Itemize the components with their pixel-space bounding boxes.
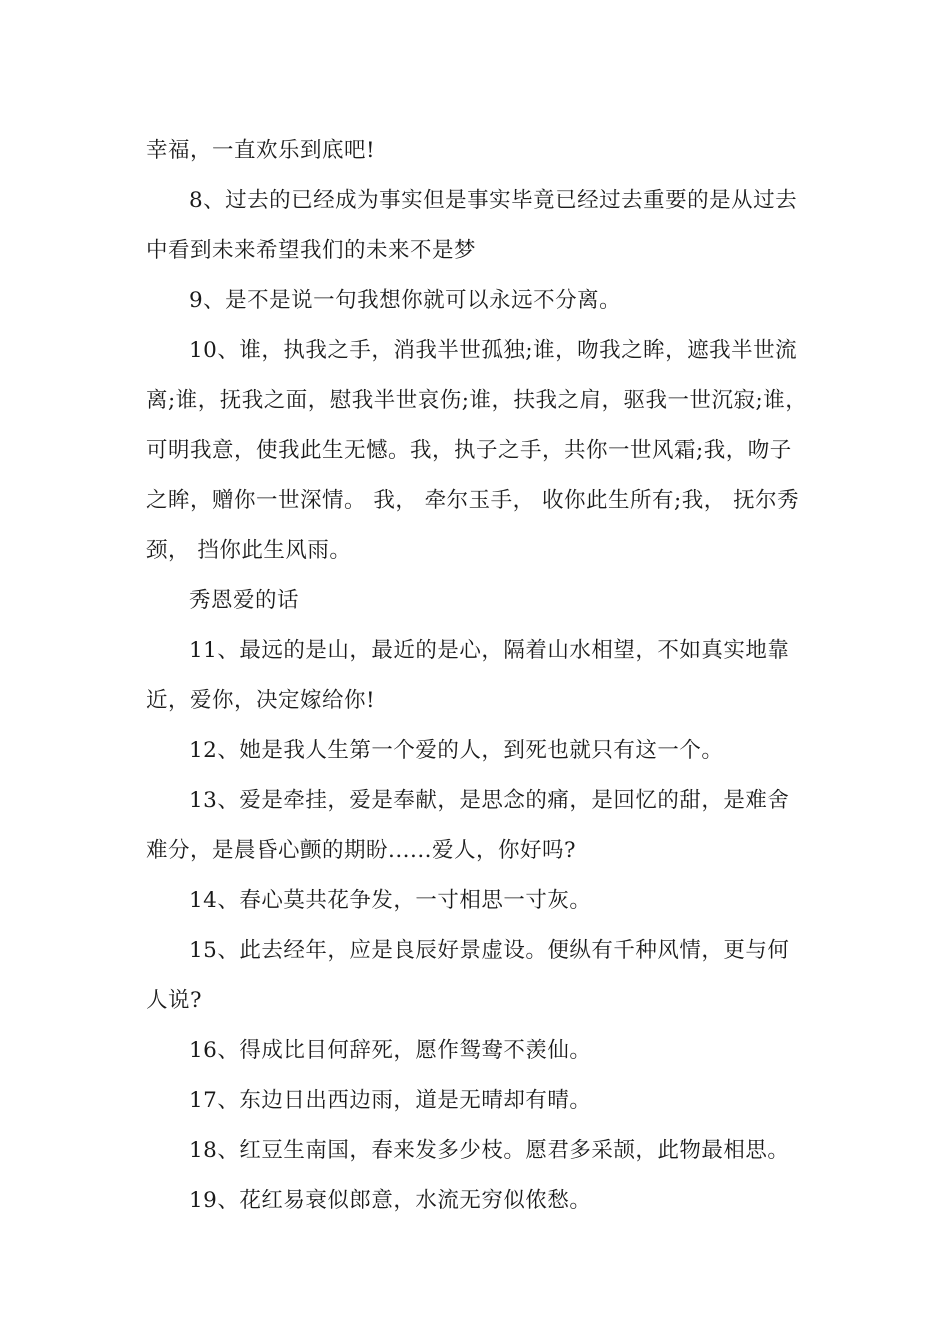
paragraph-continuation: 幸福，一直欢乐到底吧! bbox=[146, 138, 376, 163]
paragraph-item-15: 15、此去经年，应是良辰好景虚设。便纵有千种风情，更与何人说? bbox=[146, 938, 790, 1013]
document-body bbox=[146, 126, 810, 1226]
paragraph-item-16: 16、得成比目何辞死，愿作鸳鸯不羡仙。 bbox=[189, 1038, 592, 1063]
paragraph-item-17: 17、东边日出西边雨，道是无晴却有晴。 bbox=[189, 1088, 592, 1113]
paragraph-item-9: 9、是不是说一句我想你就可以永远不分离。 bbox=[189, 288, 622, 313]
paragraph-item-10: 10、谁，执我之手，消我半世孤独;谁，吻我之眸，遮我半世流离;谁，抚我之面，慰我半世哀伤;谁，扶我之肩，驱我一世沉寂;谁，可明我意，使我此生无憾。我，执子之手，共你一世风霜;我，吻子之眸，赠你一世深情。 我， 牵尔玉手， 收你此生所有;我， 抚尔秀颈， 挡你此生风雨。 bbox=[146, 338, 808, 563]
paragraph-item-19: 19、花红易衰似郎意，水流无穷似侬愁。 bbox=[189, 1188, 592, 1213]
section-heading: 秀恩爱的话 bbox=[189, 588, 300, 613]
paragraph-item-11: 11、最远的是山，最近的是心，隔着山水相望，不如真实地靠近，爱你，决定嫁给你! bbox=[146, 638, 790, 713]
paragraph-item-18: 18、红豆生南国，春来发多少枝。愿君多采颉，此物最相思。 bbox=[189, 1138, 790, 1163]
paragraph-item-14: 14、春心莫共花争发，一寸相思一寸灰。 bbox=[189, 888, 592, 913]
paragraph-item-8: 8、过去的已经成为事实但是事实毕竟已经过去重要的是从过去中看到未来希望我们的未来不是梦 bbox=[146, 188, 798, 263]
paragraph-item-13: 13、爱是牵挂，爱是奉献，是思念的痛，是回忆的甜，是难舍难分，是晨昏心颤的期盼......爱人，你好吗? bbox=[146, 788, 790, 863]
paragraph-item-12: 12、她是我人生第一个爱的人，到死也就只有这一个。 bbox=[189, 738, 724, 763]
